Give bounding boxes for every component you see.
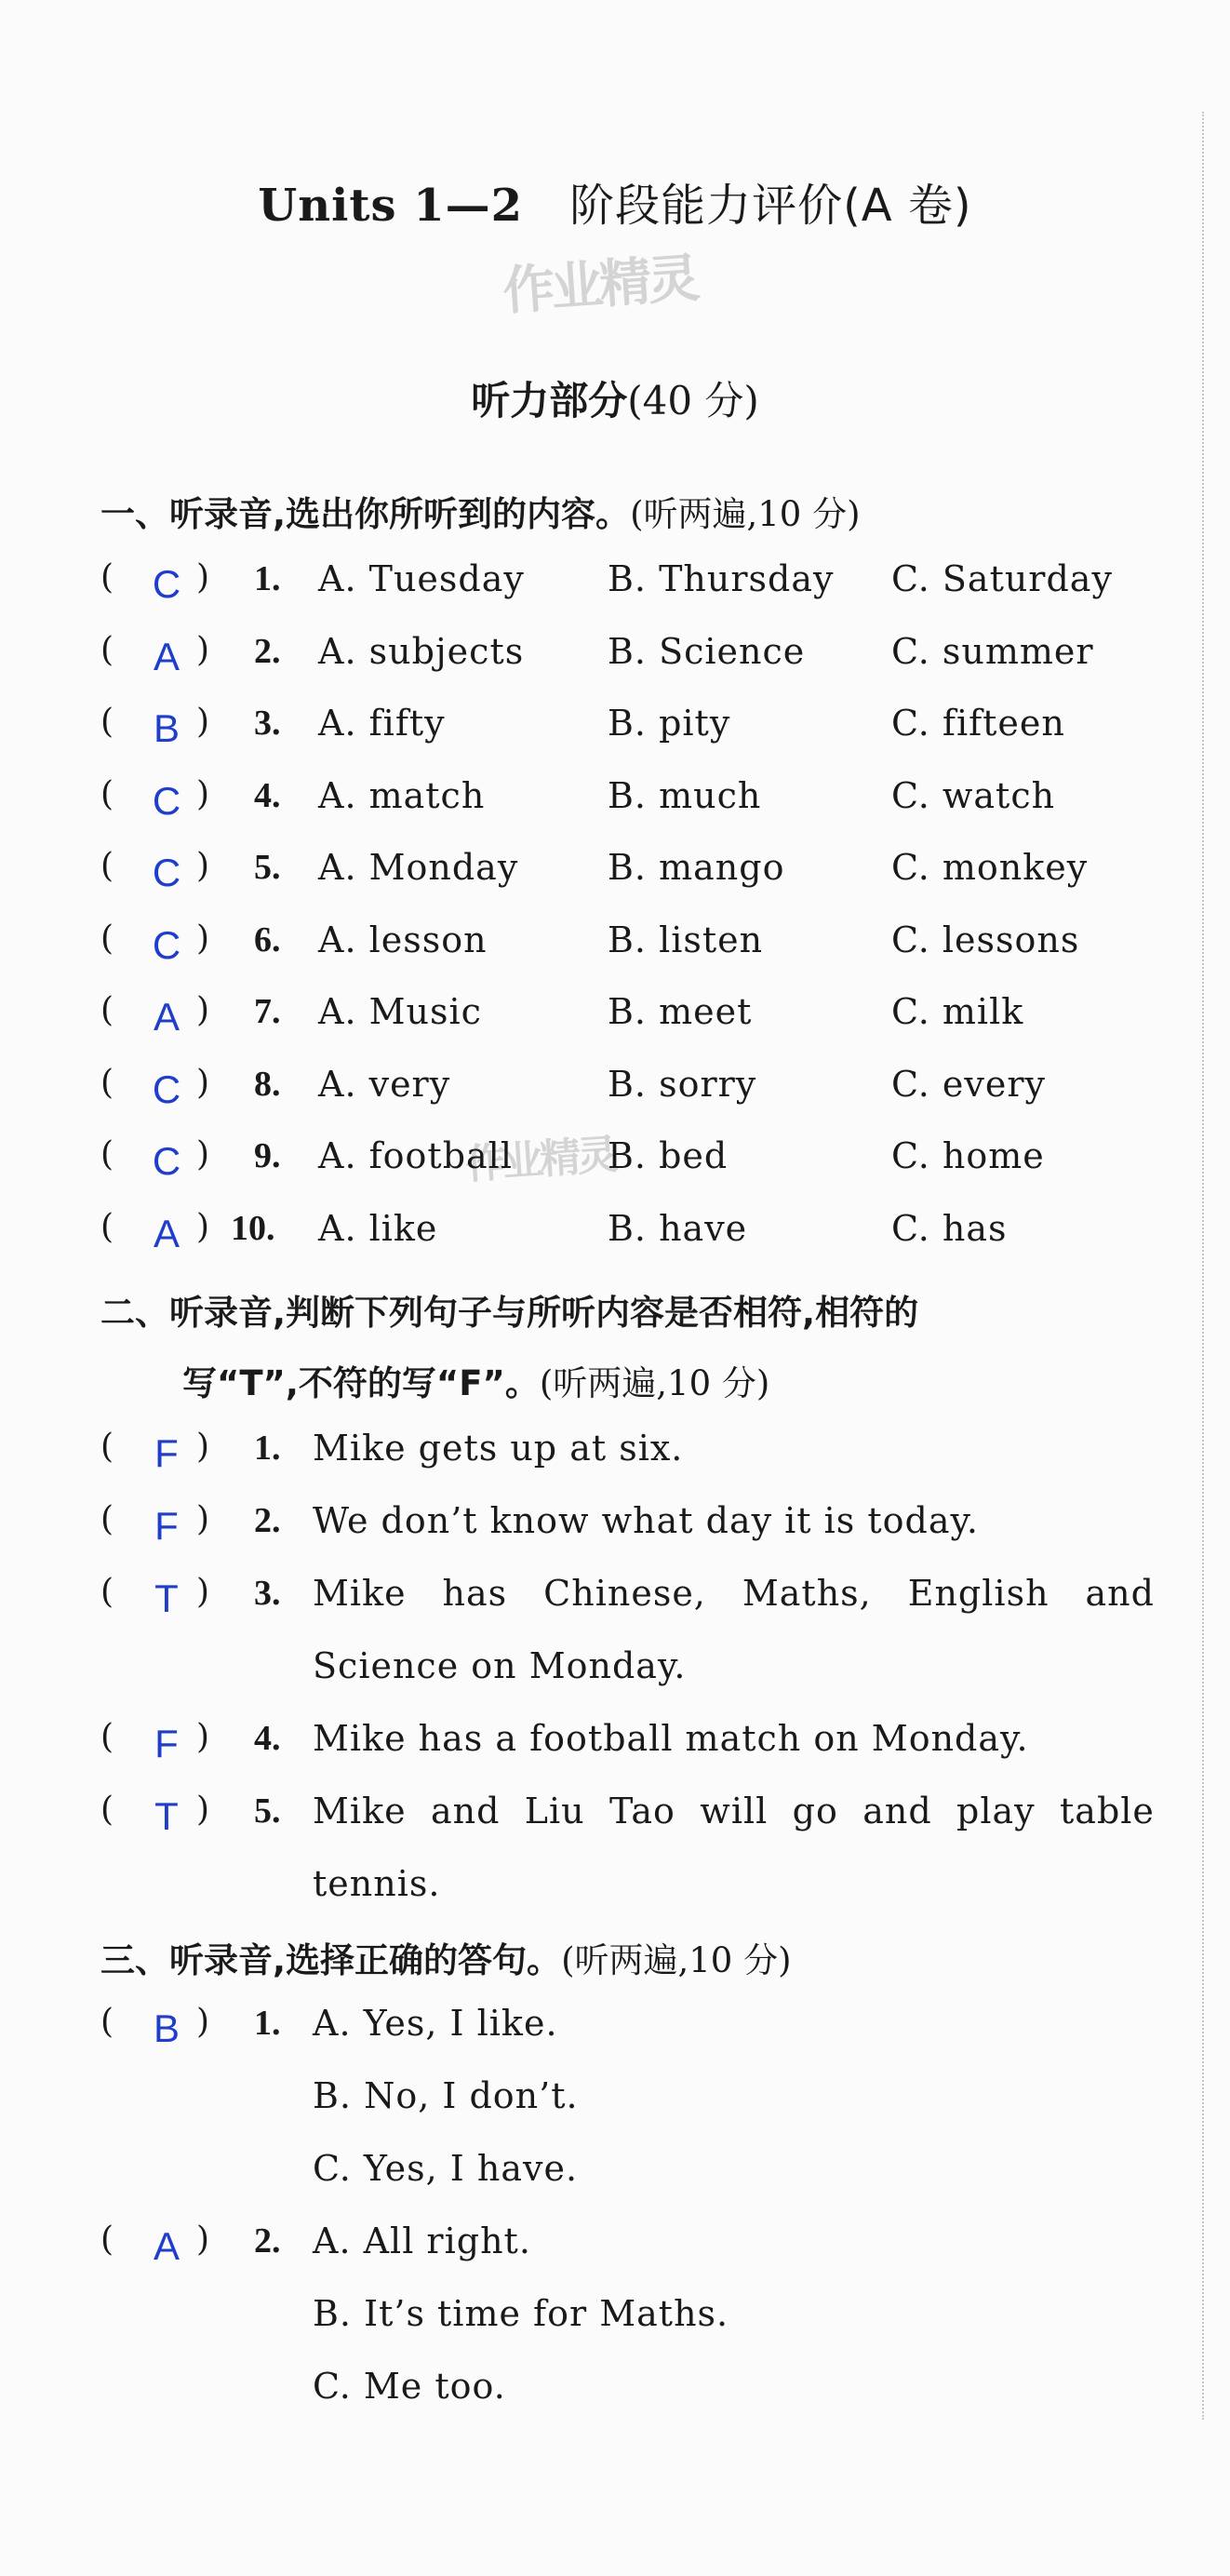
statement-row — [100, 1428, 1152, 1493]
section-name: 听力部分 — [471, 378, 628, 423]
question-number: 8. — [254, 1064, 281, 1104]
answer-bracket-close: ) — [196, 847, 210, 885]
answer-bracket-close: ) — [196, 1500, 210, 1538]
question-number: 10. — [231, 1208, 275, 1248]
answer-bracket-close: ) — [196, 703, 210, 741]
title-units: Units 1—2 — [258, 180, 524, 232]
question-number: 6. — [254, 919, 281, 959]
option-row — [100, 2148, 1152, 2213]
answer-bracket-open: ( — [100, 1207, 114, 1246]
statement-word: has — [442, 1573, 508, 1614]
answer-bracket-close: ) — [196, 919, 210, 958]
statement-text-line1 — [313, 1573, 1155, 1614]
statement-row — [100, 1573, 1155, 1638]
question-row — [100, 1208, 1152, 1273]
option-c: C. watch — [891, 774, 1056, 816]
question-row — [100, 631, 1152, 696]
option-c: C. fifteen — [891, 703, 1065, 744]
option-c: C. summer — [891, 630, 1094, 672]
option-c: C. home — [891, 1135, 1045, 1176]
part1-title — [100, 486, 861, 536]
answer-bracket-open: ( — [100, 703, 114, 741]
section-heading — [0, 370, 1230, 426]
statement-row — [100, 1791, 1155, 1856]
question-row — [100, 703, 1152, 768]
answer-bracket-close: ) — [196, 1135, 210, 1174]
statement-word: table — [1060, 1791, 1155, 1831]
question-number: 7. — [254, 992, 281, 1031]
watermark-logo-2: 作业精灵 — [463, 1131, 616, 1189]
option-b: B. mango — [608, 847, 785, 888]
answer-bracket-open: ( — [100, 1791, 114, 1829]
answer-bracket-close: ) — [196, 1573, 210, 1611]
option-c: C. Saturday — [891, 558, 1113, 599]
answer-bracket-open: ( — [100, 847, 114, 885]
option-row — [100, 2075, 1152, 2140]
option-a: A. football — [318, 1135, 513, 1176]
question-row — [100, 2003, 1152, 2068]
question-number: 3. — [254, 704, 281, 743]
option-row — [100, 2293, 1152, 2358]
question-row — [100, 775, 1152, 840]
option-a: A. subjects — [318, 630, 525, 672]
question-row — [100, 919, 1152, 985]
option-a: A. All right. — [313, 2220, 531, 2261]
answer-bracket-open: ( — [100, 991, 114, 1029]
question-number: 1. — [254, 559, 281, 598]
answer-bracket-close: ) — [196, 1718, 210, 1756]
section-score: (40 分) — [627, 378, 759, 423]
answer-bracket-close: ) — [196, 1207, 210, 1246]
question-number: 9. — [254, 1136, 281, 1175]
answer-mark: C — [152, 1139, 181, 1183]
answer-bracket-open: ( — [100, 2003, 114, 2041]
question-number: 5. — [254, 848, 281, 887]
question-number: 2. — [254, 2221, 281, 2261]
option-b: B. listen — [608, 919, 764, 960]
part2-title-line2: 写“T”,不符的写“F”。 — [182, 1363, 540, 1403]
part3-title — [100, 1932, 792, 1982]
option-c: C. monkey — [891, 847, 1089, 888]
option-a: A. very — [318, 1063, 451, 1105]
option-b: B. bed — [608, 1135, 729, 1176]
answer-bracket-open: ( — [100, 2220, 114, 2259]
part1-note: (听两遍,10 分) — [630, 494, 861, 534]
statement-word: Maths, — [742, 1573, 872, 1614]
question-number: 1. — [254, 2004, 281, 2043]
answer-bracket-open: ( — [100, 630, 114, 669]
statement-row — [100, 1500, 1152, 1565]
question-number: 5. — [254, 1791, 281, 1831]
statement-row-cont — [100, 1645, 1152, 1711]
option-b: B. have — [608, 1207, 748, 1249]
option-b: B. sorry — [608, 1063, 757, 1105]
option-c: C. lessons — [891, 919, 1080, 960]
answer-bracket-close: ) — [196, 630, 210, 669]
option-b: B. meet — [608, 991, 753, 1032]
option-b: B. No, I don’t. — [313, 2075, 579, 2116]
statement-word: Liu — [524, 1791, 585, 1831]
answer-bracket-open: ( — [100, 1135, 114, 1174]
page-title — [0, 169, 1230, 234]
part3-title-text: 三、听录音,选择正确的答句。 — [100, 1940, 562, 1980]
answer-mark: F — [154, 1431, 179, 1475]
part3-note: (听两遍,10 分) — [561, 1940, 792, 1980]
statement-word: Chinese, — [543, 1573, 706, 1614]
option-a: A. Monday — [318, 847, 519, 888]
answer-mark: F — [154, 1504, 179, 1548]
answer-mark: B — [153, 706, 180, 750]
part2-title-2 — [182, 1355, 769, 1405]
statement-word: play — [956, 1791, 1036, 1831]
answer-mark: T — [154, 1576, 179, 1620]
answer-bracket-open: ( — [100, 774, 114, 813]
option-c: C. Yes, I have. — [313, 2148, 579, 2189]
question-number: 3. — [254, 1574, 281, 1613]
part2-title — [100, 1284, 918, 1335]
answer-bracket-close: ) — [196, 1791, 210, 1829]
answer-mark: F — [154, 1722, 179, 1765]
answer-mark: B — [153, 2006, 180, 2050]
part2-note: (听两遍,10 分) — [539, 1363, 770, 1403]
answer-bracket-open: ( — [100, 1573, 114, 1611]
answer-mark: A — [153, 2224, 180, 2268]
option-a: A. lesson — [318, 919, 488, 960]
part1-title-text: 一、听录音,选出你所听到的内容。 — [100, 494, 631, 534]
option-b: B. much — [608, 774, 762, 816]
answer-mark: A — [153, 995, 180, 1039]
statement-text: We don’t know what day it is today. — [313, 1500, 980, 1541]
statement-text-line2: Science on Monday. — [313, 1645, 687, 1686]
option-a: A. match — [318, 774, 486, 816]
part2-title-line1: 二、听录音,判断下列句子与所听内容是否相符,相符的 — [100, 1293, 919, 1333]
question-row — [100, 2220, 1152, 2286]
answer-mark: A — [153, 1211, 180, 1255]
watermark-logo: 作业精灵 — [501, 248, 699, 323]
option-a: A. Music — [318, 991, 482, 1032]
answer-bracket-close: ) — [196, 1428, 210, 1466]
statement-text: Mike gets up at six. — [313, 1428, 684, 1469]
answer-bracket-close: ) — [196, 2220, 210, 2259]
option-c: C. every — [891, 1063, 1046, 1105]
question-number: 4. — [254, 1719, 281, 1758]
question-row — [100, 1064, 1152, 1129]
statement-word: and — [430, 1791, 501, 1831]
statement-word: go — [792, 1791, 838, 1831]
option-a: A. like — [318, 1207, 438, 1249]
question-row — [100, 558, 1152, 624]
option-b: B. Science — [608, 630, 806, 672]
option-b: B. pity — [608, 703, 731, 744]
option-b: B. It’s time for Maths. — [313, 2293, 729, 2334]
question-number: 4. — [254, 775, 281, 815]
question-number: 2. — [254, 631, 281, 671]
answer-bracket-close: ) — [196, 1063, 210, 1102]
answer-bracket-close: ) — [196, 558, 210, 597]
question-row — [100, 847, 1152, 912]
page-edge-divider — [1202, 112, 1204, 2420]
statement-word: and — [862, 1791, 932, 1831]
option-a: A. fifty — [318, 703, 446, 744]
statement-row — [100, 1718, 1152, 1783]
option-a: A. Tuesday — [318, 558, 525, 599]
answer-bracket-close: ) — [196, 774, 210, 813]
answer-mark: C — [152, 778, 181, 823]
answer-bracket-open: ( — [100, 558, 114, 597]
answer-bracket-close: ) — [196, 2003, 210, 2041]
statement-word: Mike — [313, 1573, 407, 1614]
option-c: C. has — [891, 1207, 1008, 1249]
answer-bracket-open: ( — [100, 1428, 114, 1466]
question-number: 1. — [254, 1429, 281, 1468]
question-row — [100, 1135, 1152, 1201]
answer-bracket-open: ( — [100, 1718, 114, 1756]
answer-mark: C — [152, 562, 181, 606]
answer-bracket-close: ) — [196, 991, 210, 1029]
option-c: C. Me too. — [313, 2366, 506, 2407]
statement-word: English — [907, 1573, 1050, 1614]
answer-bracket-open: ( — [100, 1063, 114, 1102]
option-c: C. milk — [891, 991, 1024, 1032]
answer-mark: A — [153, 634, 180, 678]
answer-bracket-open: ( — [100, 919, 114, 958]
statement-text: Mike has a football match on Monday. — [313, 1718, 1029, 1759]
question-number: 2. — [254, 1501, 281, 1540]
answer-mark: C — [152, 851, 181, 894]
statement-word: and — [1085, 1573, 1155, 1614]
statement-text-line2: tennis. — [313, 1863, 441, 1904]
question-row — [100, 991, 1152, 1056]
option-row — [100, 2366, 1152, 2431]
option-a: A. Yes, I like. — [313, 2003, 558, 2044]
statement-word: Tao — [609, 1791, 675, 1831]
statement-word: will — [700, 1791, 769, 1831]
statement-row-cont — [100, 1863, 1152, 1928]
statement-word: Mike — [313, 1791, 407, 1831]
answer-mark: T — [154, 1794, 179, 1838]
option-b: B. Thursday — [608, 558, 835, 599]
answer-mark: C — [152, 922, 181, 967]
answer-mark: C — [152, 1067, 181, 1111]
answer-bracket-open: ( — [100, 1500, 114, 1538]
statement-text-line1 — [313, 1791, 1155, 1831]
title-name: 阶段能力评价(A 卷) — [569, 180, 972, 232]
